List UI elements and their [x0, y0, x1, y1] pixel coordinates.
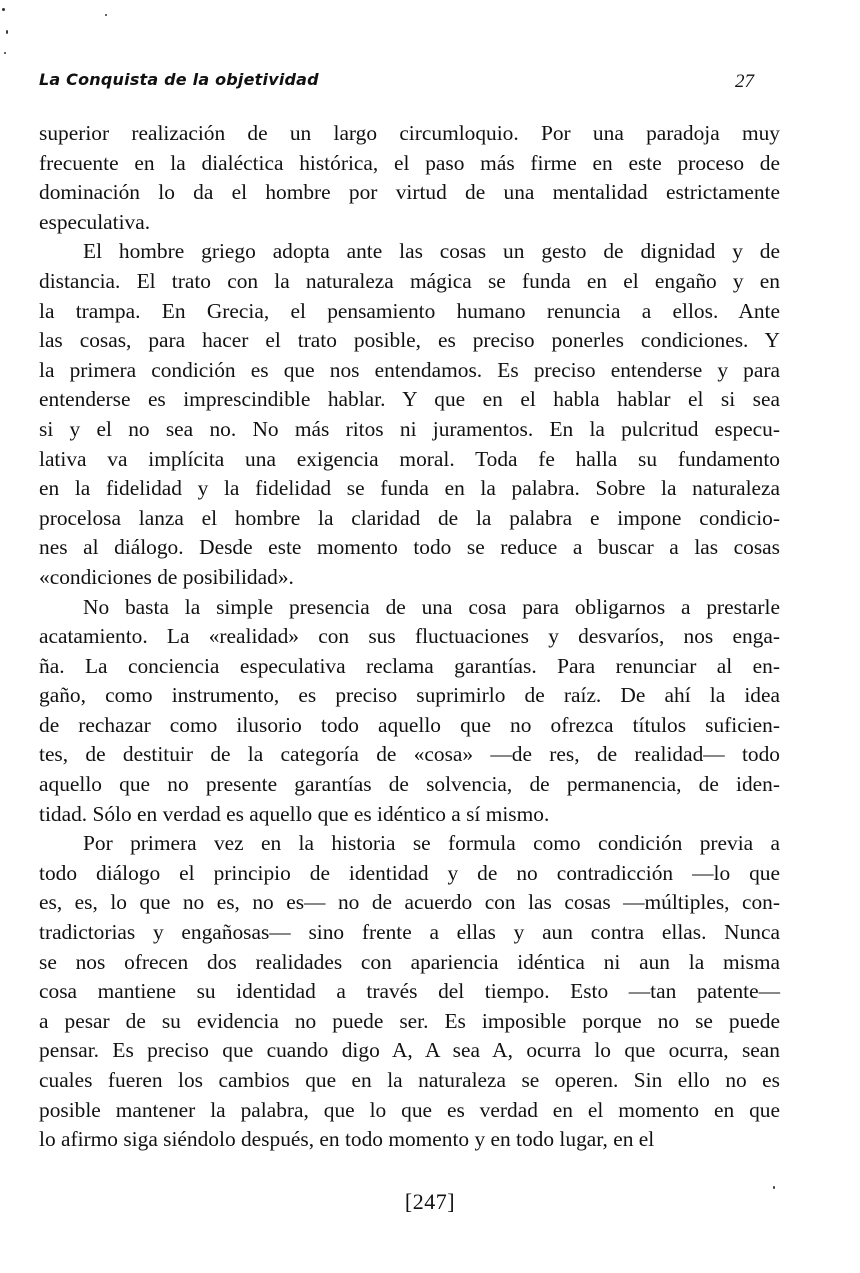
- text-line: cosa mantiene su identidad a través del tiempo. Esto —tan patente—: [39, 979, 780, 1004]
- text-line: Por primera vez en la historia se formula como condición previa a: [83, 831, 780, 856]
- body-text: [39, 119, 780, 1155]
- text-line: de rechazar como ilusorio todo aquello que no ofrezca títulos suficien-: [39, 712, 780, 737]
- text-line: es, es, lo que no es, no es— no de acuerdo con las cosas —múltiples, con-: [39, 890, 780, 915]
- text-line: procelosa lanza el hombre la claridad de la palabra e impone condicio-: [39, 505, 780, 530]
- text-line: superior realización de un largo circumloquio. Por una paradoja muy: [39, 121, 780, 145]
- text-line: El hombre griego adopta ante las cosas un gesto de dignidad y de: [83, 239, 780, 264]
- text-line: aquello que no presente garantías de solvencia, de permanencia, de iden-: [39, 772, 780, 797]
- page-number: 27: [735, 71, 754, 92]
- paragraph: [39, 237, 780, 592]
- text-line: la trampa. En Grecia, el pensamiento humano renuncia a ellos. Ante: [39, 298, 780, 323]
- text-line: frecuente en la dialéctica histórica, el paso más firme en este proceso de: [39, 150, 780, 175]
- scan-speck: [6, 30, 8, 34]
- text-line: cuales fueren los cambios que en la naturaleza se operen. Sin ello no es: [39, 1068, 780, 1092]
- text-line: todo diálogo el principio de identidad y de no contradicción —lo que: [39, 860, 780, 885]
- scan-speck: [105, 14, 107, 16]
- text-line: tradictorias y engañosas— sino frente a ellas y aun contra ellas. Nunca: [39, 920, 780, 945]
- text-line: ña. La conciencia especulativa reclama garantías. Para renunciar al en-: [39, 653, 780, 678]
- text-line: si y el no sea no. No más ritos ni juramentos. En la pulcritud especu-: [39, 416, 780, 441]
- text-line: se nos ofrecen dos realidades con apariencia idéntica ni aun la misma: [39, 949, 780, 974]
- text-line: las cosas, para hacer el trato posible, es preciso ponerles condiciones. Y: [39, 328, 780, 353]
- text-line: dominación lo da el hombre por virtud de una mentalidad estrictamente: [39, 180, 780, 205]
- footer-page-marker: [247]: [404, 1189, 456, 1214]
- text-line: en la fidelidad y la fidelidad se funda en la palabra. Sobre la naturaleza: [39, 476, 780, 501]
- text-line: acatamiento. La «realidad» con sus fluctuaciones y desvaríos, nos enga-: [39, 624, 780, 649]
- paragraph: [39, 119, 780, 237]
- text-line: a pesar de su evidencia no puede ser. Es imposible porque no se puede: [39, 1008, 780, 1033]
- text-line: lativa va implícita una exigencia moral. Toda fe halla su fundamento: [39, 446, 780, 471]
- text-line: distancia. El trato con la naturaleza mágica se funda en el engaño y en: [39, 268, 780, 293]
- paragraph: [39, 829, 780, 1155]
- text-line: gaño, como instrumento, es preciso suprimirlo de raíz. De ahí la idea: [39, 683, 780, 708]
- text-line: pensar. Es preciso que cuando digo A, A sea A, ocurra lo que ocurra, sean: [39, 1038, 780, 1063]
- text-line: posible mantener la palabra, que lo que es verdad en el momento en que: [39, 1097, 780, 1122]
- text-line: entenderse es imprescindible hablar. Y que en el habla hablar el si sea: [39, 387, 780, 412]
- text-line: tidad. Sólo en verdad es aquello que es idéntico a sí mismo.: [39, 801, 550, 826]
- running-title: La Conquista de la objetividad: [39, 70, 319, 89]
- scan-speck: [2, 8, 5, 11]
- text-line: la primera condición es que nos entendamos. Es preciso entenderse y para: [39, 357, 780, 382]
- text-line: nes al diálogo. Desde este momento todo se reduce a buscar a las cosas: [39, 535, 780, 560]
- text-line: No basta la simple presencia de una cosa para obligarnos a prestarle: [83, 594, 780, 619]
- text-line: tes, de destituir de la categoría de «cosa» —de res, de realidad— todo: [39, 742, 780, 767]
- paragraph: [39, 593, 780, 830]
- text-line: «condiciones de posibilidad».: [39, 564, 294, 589]
- running-header: [39, 70, 754, 98]
- scan-speck: [4, 52, 6, 54]
- text-line: especulativa.: [39, 209, 151, 234]
- text-line: lo afirmo siga siéndolo después, en todo momento y en todo lugar, en el: [39, 1127, 655, 1152]
